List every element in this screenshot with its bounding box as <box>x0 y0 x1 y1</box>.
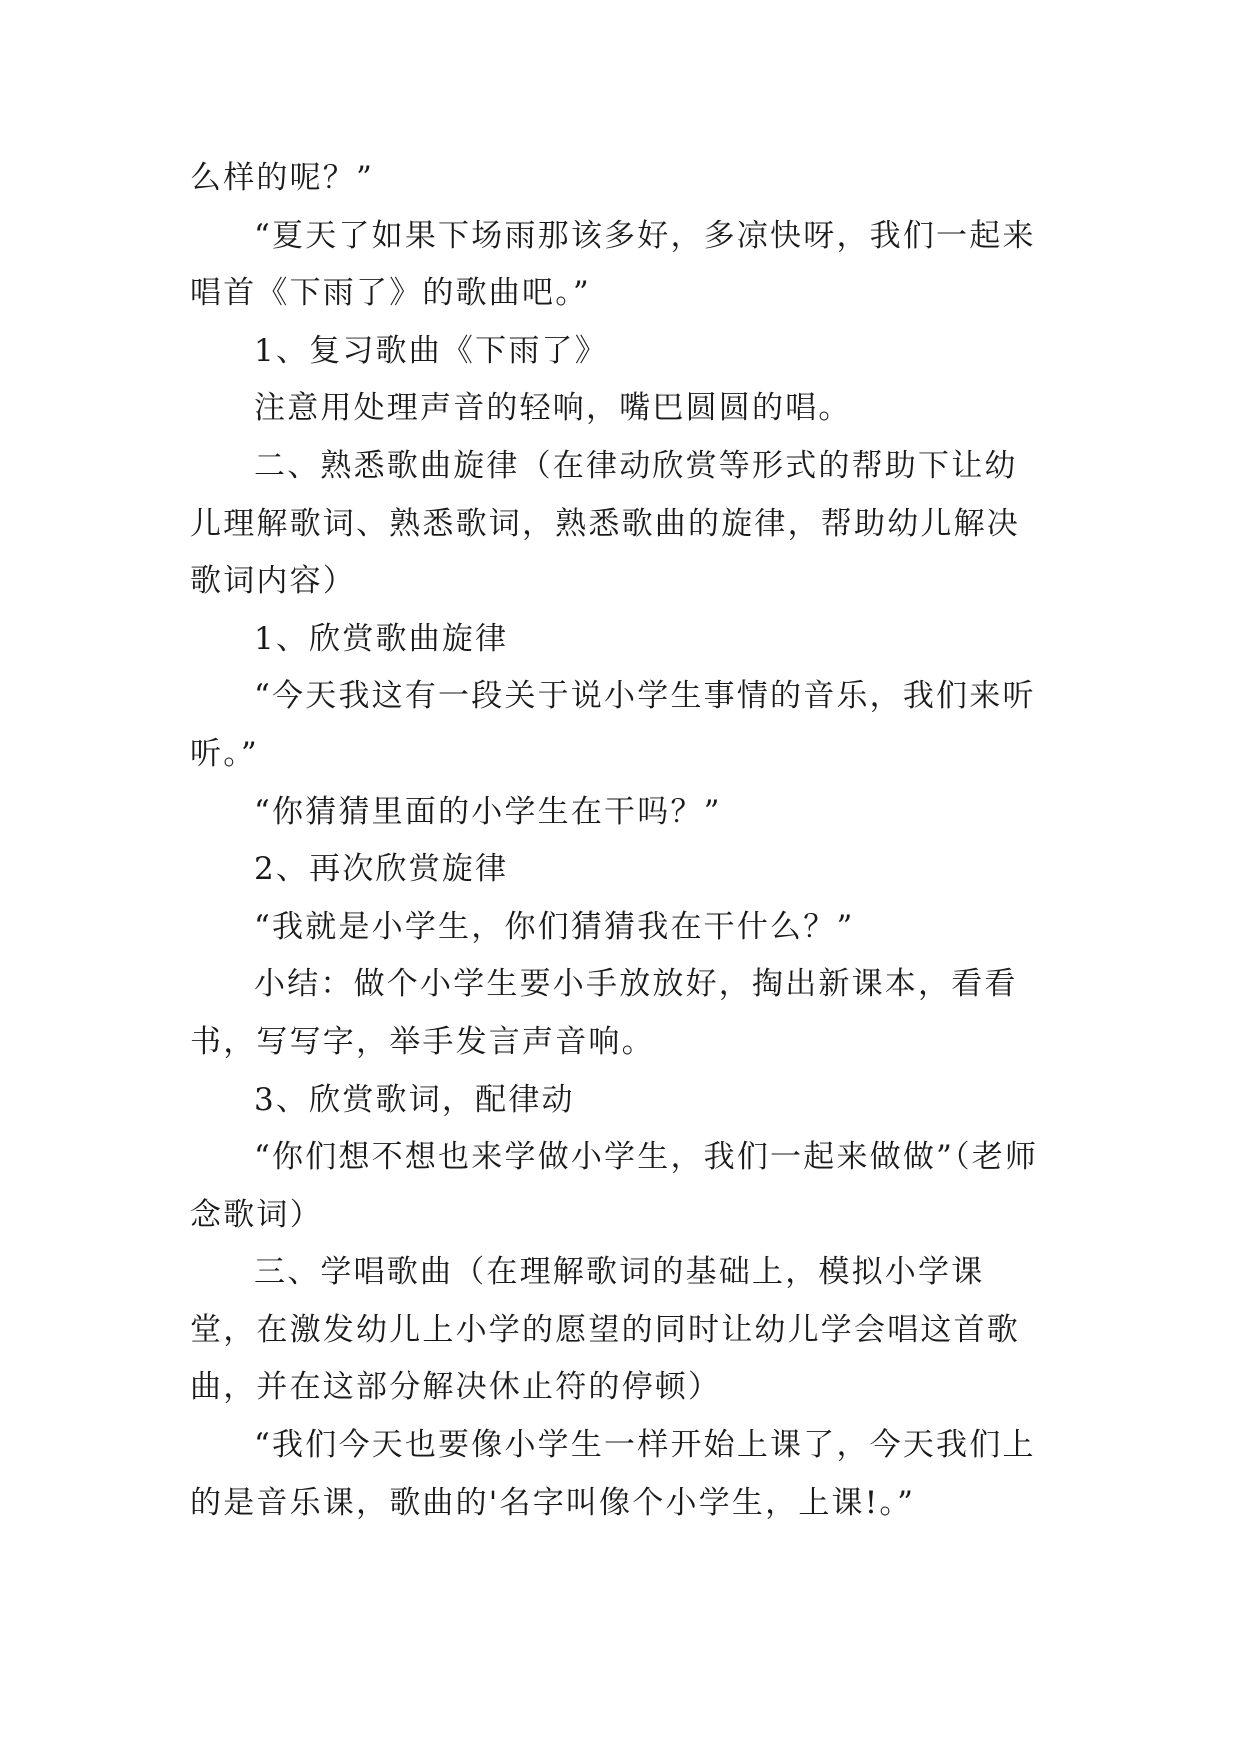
paragraph: 小结：做个小学生要小手放放好，掏出新课本，看看书，写写字，举手发言声音响。 <box>190 966 1018 1060</box>
paragraph: “我们今天也要像小学生一样开始上课了，今天我们上的是音乐课，歌曲的'名字叫像个小学生，上课!。” <box>190 1427 1036 1521</box>
paragraph: “夏天了如果下场雨那该多好，多凉快呀，我们一起来唱首《下雨了》的歌曲吧。” <box>190 217 1036 312</box>
section-heading: 3、欣赏歌词，配律动 <box>254 1081 575 1118</box>
paragraph: “你猜猜里面的小学生在干吗？” <box>254 793 722 830</box>
section-heading: 二、熟悉歌曲旋律（在律动欣赏等形式的帮助下让幼儿理解歌词、熟悉歌词，熟悉歌曲的旋律，帮助幼儿解决歌词内容） <box>190 447 1020 600</box>
paragraph: “你们想不想也来学做小学生，我们一起来做做”（老师念歌词） <box>190 1139 1039 1233</box>
paragraph: 注意用处理声音的轻响，嘴巴圆圆的唱。 <box>254 390 852 427</box>
paragraph: “我就是小学生，你们猜猜我在干什么？” <box>254 908 855 945</box>
document-body <box>190 150 1050 1532</box>
section-heading: 2、再次欣赏旋律 <box>254 851 509 888</box>
paragraph: 么样的呢？” <box>190 160 375 196</box>
section-heading: 三、学唱歌曲（在理解歌词的基础上，模拟小学课堂，在激发幼儿上小学的愿望的同时让幼儿学会唱这首歌曲，并在这部分解决休止符的停顿） <box>190 1254 1020 1406</box>
section-heading: 1、复习歌曲《下雨了》 <box>254 332 608 369</box>
paragraph: “今天我这有一段关于说小学生事情的音乐，我们来听听。” <box>190 678 1036 772</box>
section-heading: 1、欣赏歌曲旋律 <box>254 620 509 657</box>
